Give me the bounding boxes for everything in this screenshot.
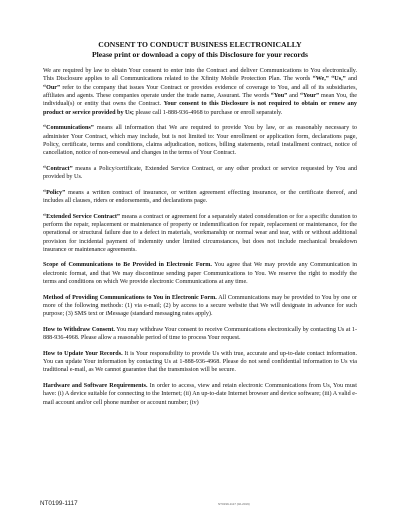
intro-mid-2: mean You, the individual(s) or entity that owns the Contract. [43,93,358,108]
heading-method: Method of Providing Communications to You in Electronic Form. [43,294,217,301]
consent-not-required: Your consent to this Disclosure is not required to obtain or renew any product or service provided by Us; [43,101,357,116]
footer-small-code: NT0199-1117 (02-2019) [218,502,250,506]
communications-text: means all information that We are required to provide You by law, or as reasonably necessary to administer Your Contract, which may include, but is not limited to: Your enrollment or application form, declarations page, Policy, certificate, terms and conditions, claims adjudication, notices, billing statements, retail installment contract, notice of cancellation, notice of non-renewal and changes in the terms of Your Contract. [43,125,357,157]
term-us: “Us,” [331,76,346,83]
paragraph-policy [43,189,357,206]
term-extended-service-contract: “Extended Service Contract” [43,213,120,220]
heading-withdraw: How to Withdraw Consent. [43,326,115,333]
hardware-text: In order to access, view and retain electronic Communications from Us, You must have: (i) A device suitable for connecting to the Internet; (ii) An up-to-date Internet browser and device software; (iii) A valid e-mail account and/or cell phone number or account number; (iv) [43,383,357,406]
paragraph-extended-service [43,213,357,255]
heading-update-records: How to Update Your Records. [43,350,123,357]
heading-scope: Scope of Communications to Be Provided in Electronic Form. [43,262,212,269]
page-title: CONSENT TO CONDUCT BUSINESS ELECTRONICALLY [98,40,302,49]
intro-text: We are required by law to obtain Your consent to enter into the Contract and deliver Communications to You electronically. This Disclosure applies to all Communications related to the Xfinity Mobile Protection Plan. The words [43,68,357,83]
paragraph-communications [43,124,357,157]
intro-tail: please call 1-888-936-4968 to purchase or enroll separately. [133,109,283,116]
intro-and-2: and [287,93,300,100]
paragraph-method [43,294,357,319]
page-subtitle: Please print or download a copy of this Disclosure for your records [92,49,308,59]
scope-text: You agree that We may provide any Communication in electronic format, and that We may discontinue sending paper Communications to You. We reserve the right to modify the terms and conditions on which We provide electronic Communications at any time. [43,262,357,286]
method-text: All Communications may be provided to You by one or more of the following methods: (1) via e-mail; (2) by access to a secure website that We will designate in advance for such purpose; (3) SMS text or iMessage (standard messaging rates apply). [43,294,357,318]
term-contract: “Contract” [43,165,73,172]
contract-text: means a Policy/certificate, Extended Service Contract, or any other product or service requested by You and provided by Us. [43,165,357,181]
intro-mid: refer to the company that issues Your Contract or provides evidence of coverage to You, and all of its subsidiaries, affiliates and agents. These companies operate under the trade name, Assurant. The words [43,84,357,100]
withdraw-text: You may withdraw Your consent to receive Communications electronically by contacting Us at 1-888-936-4968. Please allow a reasonable period of time to process Your request. [43,326,358,342]
footer-form-code: NT0199-1117 [40,500,78,507]
paragraph-withdraw [43,326,357,343]
term-your: “Your” [299,93,320,100]
term-we: “We,” [312,76,329,83]
term-policy: “Policy” [43,189,66,196]
update-records-text: It is Your responsibility to provide Us with true, accurate and up-to-date contact information. You can update Your information by contacting Us at 1-888-936-4968. Please do not send confidential information to Us via traditional e-mail, as We cannot guarantee that the transmission will be secure. [43,350,357,374]
paragraph-hardware [43,382,357,407]
paragraph-scope [43,261,357,286]
term-our: “Our” [43,84,61,91]
paragraph-update-records [43,350,357,375]
policy-text: means a written contract of insurance, or written agreement effecting insurance, or the certificate thereof, and includes all clauses, riders or endorsements, and declarations page. [43,189,357,205]
intro-and: and [345,76,357,83]
paragraph-intro [43,67,357,117]
extended-service-text: means a contract or agreement for a separately stated consideration or for a specific duration to perform the repair, replacement or maintenance of property or indemnification for repair, replacement or maintenance, for the operational or structural failure due to a defect in materials, workmanship or normal wear and tear, with or without additional provision for incidental payment of indemnity under limited circumstances, but does not include mechanical breakdown insurance or maintenance agreements. [43,213,357,253]
heading-hardware: Hardware and Software Requirements. [43,383,148,389]
term-communications: “Communications” [43,125,94,132]
paragraph-contract [43,165,357,182]
term-you: “You” [270,93,288,100]
